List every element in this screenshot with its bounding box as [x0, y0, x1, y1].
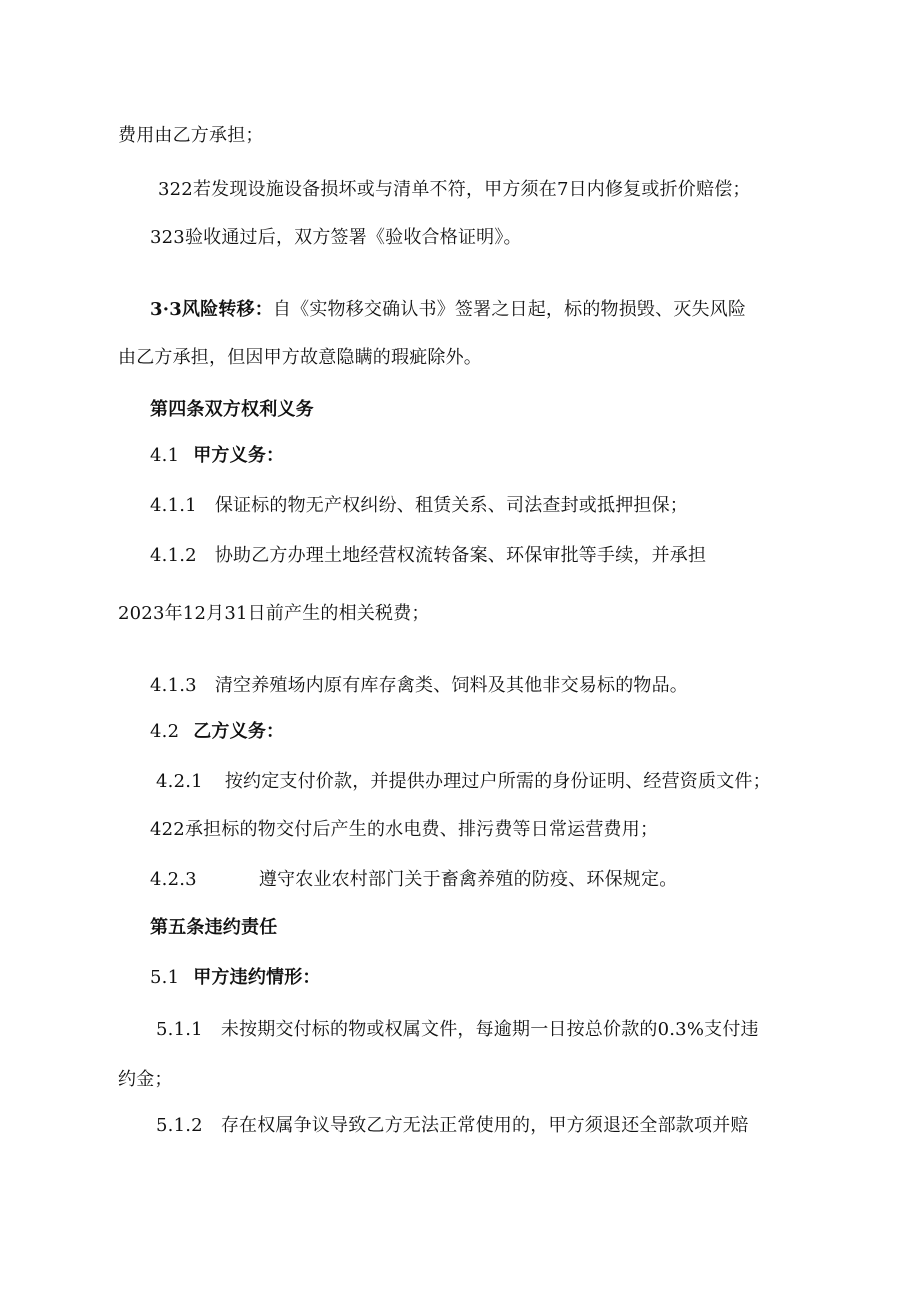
clause-number: 4.1.3 [150, 675, 197, 696]
text-line [150, 544, 706, 568]
line-text: 清空养殖场内原有库存禽类、饲料及其他非交易标的物品。 [214, 675, 689, 696]
line-text: 自《实物移交确认书》签署之日起，标的物损毁、灭失风险 [272, 299, 747, 320]
clause-heading: 3·3风险转移： [150, 299, 273, 320]
clause-number: 4.1.1 [150, 495, 197, 516]
clause-heading-line [150, 720, 284, 744]
line-text: 费用由乙方承担； [118, 125, 264, 146]
line-text: 422承担标的物交付后产生的水电费、排污费等日常运营费用； [150, 819, 659, 840]
line-text: 遵守农业农村部门关于畜禽养殖的防疫、环保规定。 [258, 869, 678, 890]
clause-number: 5.1 [150, 967, 180, 988]
text-line [150, 226, 522, 250]
text-line [156, 1114, 749, 1138]
line-text: 协助乙方办理土地经营权流转备案、环保审批等手续，并承担 [214, 545, 707, 566]
section-heading [150, 398, 314, 422]
line-text: 约金； [118, 1069, 173, 1090]
section-heading-text: 第五条违约责任 [150, 917, 278, 938]
clause-number: 4.2.3 [150, 869, 197, 890]
line-text: 按约定支付价款，并提供办理过户所需的身份证明、经营资质文件； [224, 771, 771, 792]
clause-heading: 乙方义务： [193, 721, 285, 742]
clause-heading-line [150, 966, 321, 990]
text-line [118, 602, 430, 626]
line-text: 未按期交付标的物或权属文件，每逾期一日按总价款的0.3%支付违 [220, 1019, 759, 1040]
line-text: 322若发现设施设备损坏或与清单不符，甲方须在7日内修复或折价赔偿； [158, 179, 751, 200]
text-line [156, 770, 771, 794]
clause-number: 5.1.2 [156, 1115, 203, 1136]
text-line [150, 674, 688, 698]
line-text: 323验收通过后，双方签署《验收合格证明》。 [150, 227, 522, 248]
clause-number: 4.2 [150, 721, 180, 742]
text-line [150, 818, 658, 842]
line-text: 由乙方承担，但因甲方故意隐瞒的瑕疵除外。 [118, 347, 482, 368]
section-heading-text: 第四条双方权利义务 [150, 399, 314, 420]
section-heading [150, 916, 277, 940]
text-line [158, 178, 751, 202]
clause-heading-line [150, 444, 284, 468]
text-line [150, 868, 677, 892]
line-text: 2023年12月31日前产生的相关税费； [118, 603, 430, 624]
clause-number: 4.2.1 [156, 771, 203, 792]
text-line [118, 346, 482, 370]
line-text: 存在权属争议导致乙方无法正常使用的，甲方须退还全部款项并赔 [220, 1115, 749, 1136]
clause-number: 4.1 [150, 445, 180, 466]
text-line [118, 124, 264, 148]
text-line [156, 1018, 759, 1042]
clause-heading: 甲方义务： [193, 445, 285, 466]
line-text: 保证标的物无产权纠纷、租赁关系、司法查封或抵押担保； [214, 495, 689, 516]
text-line [150, 298, 746, 322]
text-line [118, 1068, 173, 1092]
clause-heading: 甲方违约情形： [193, 967, 321, 988]
clause-number: 4.1.2 [150, 545, 197, 566]
clause-number: 5.1.1 [156, 1019, 203, 1040]
text-line [150, 494, 688, 518]
